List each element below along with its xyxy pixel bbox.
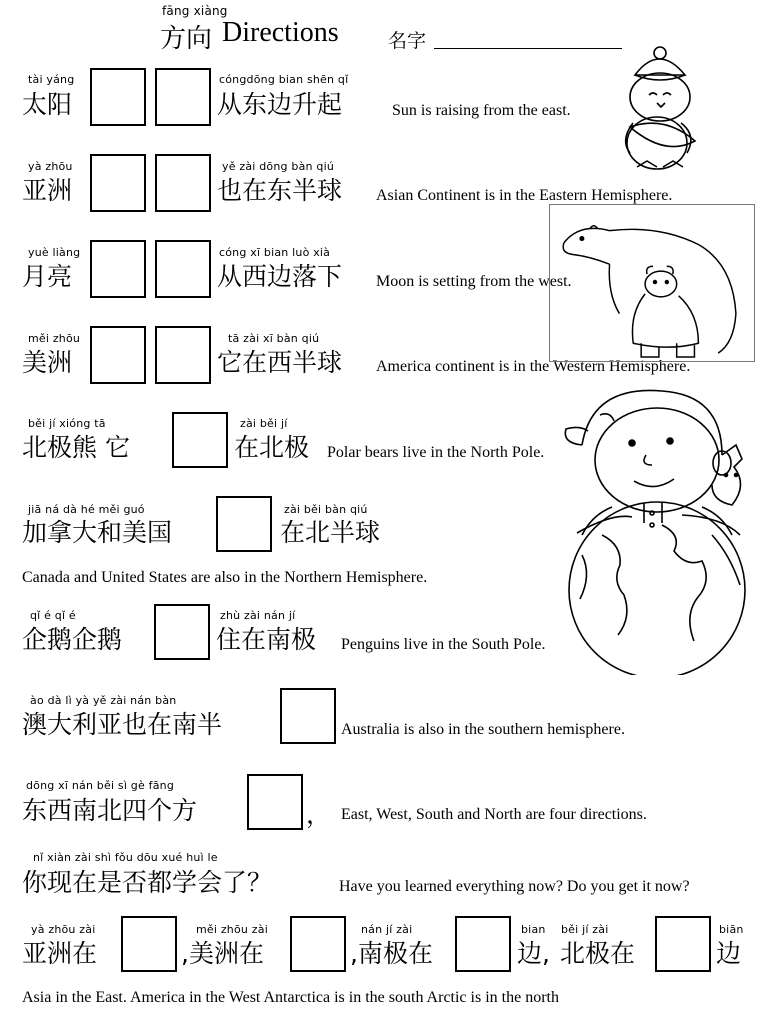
row5-pinyin-b: zài běi jí <box>240 417 288 430</box>
row3-english: Moon is setting from the west. <box>376 273 572 290</box>
name-label: 名字 <box>388 30 427 52</box>
title-chinese: 方向 <box>160 24 213 54</box>
last-pinyin-1: yà zhōu zài <box>31 923 96 936</box>
row10-pinyin: nǐ xiàn zài shì fǒu dōu xué huì le <box>33 851 218 864</box>
last-chinese-4: 边, <box>517 939 550 968</box>
answer-box[interactable] <box>155 326 211 384</box>
row9-chinese-a: 东西南北四个方 <box>22 796 198 825</box>
last-chinese-5: 北极在 <box>560 939 636 968</box>
last-chinese-1: 亚洲在 <box>22 939 98 968</box>
title-pinyin: fāng xiàng <box>162 4 228 18</box>
answer-box[interactable] <box>455 916 511 972</box>
row10-english: Have you learned everything now? Do you get it now? <box>339 878 690 895</box>
row9-comma: ， <box>306 800 332 829</box>
row3-chinese-a: 月亮 <box>22 262 73 291</box>
row7-pinyin-b: zhù zài nán jí <box>220 609 296 622</box>
row5-chinese-a: 北极熊 它 <box>22 433 130 462</box>
answer-box[interactable] <box>655 916 711 972</box>
row4-chinese-b: 它在西半球 <box>217 348 343 377</box>
answer-box[interactable] <box>216 496 272 552</box>
answer-box[interactable] <box>247 774 303 830</box>
last-chinese-6: 边 <box>716 939 742 968</box>
row6-chinese-b: 在北半球 <box>280 518 381 547</box>
last-pinyin-5: běi jí zài <box>561 923 609 936</box>
answer-box[interactable] <box>155 68 211 126</box>
last-chinese-2: ,美洲在 <box>181 939 264 968</box>
answer-box[interactable] <box>90 154 146 212</box>
row4-chinese-a: 美洲 <box>22 348 73 377</box>
row4-pinyin-a: měi zhōu <box>28 332 81 345</box>
answer-box[interactable] <box>280 688 336 744</box>
row9-english: East, West, South and North are four directions. <box>341 806 647 823</box>
last-pinyin-4: bian <box>521 923 546 936</box>
row2-pinyin-a: yà zhōu <box>28 160 73 173</box>
row8-english: Australia is also in the southern hemisphere. <box>341 721 625 738</box>
answer-box[interactable] <box>90 326 146 384</box>
row2-chinese-a: 亚洲 <box>22 176 73 205</box>
penguin-illustration <box>605 45 713 173</box>
row7-english: Penguins live in the South Pole. <box>341 636 546 653</box>
answer-box[interactable] <box>90 240 146 298</box>
last-pinyin-3: nán jí zài <box>361 923 413 936</box>
title-english: Directions <box>222 17 339 48</box>
last-chinese-3: ,南极在 <box>350 939 433 968</box>
answer-box[interactable] <box>155 154 211 212</box>
answer-box[interactable] <box>90 68 146 126</box>
row1-pinyin-a: tài yáng <box>28 73 75 86</box>
row3-pinyin-b: cóng xī bian luò xià <box>219 246 331 259</box>
row2-english: Asian Continent is in the Eastern Hemisphere. <box>376 187 673 204</box>
row4-pinyin-b: tā zài xī bàn qiú <box>228 332 320 345</box>
child-with-globe-illustration <box>562 385 762 675</box>
answer-box[interactable] <box>154 604 210 660</box>
row7-chinese-b: 住在南极 <box>216 625 317 654</box>
row7-pinyin-a: qǐ é qǐ é <box>30 609 76 622</box>
row1-english: Sun is raising from the east. <box>392 102 571 119</box>
row4-english: America continent is in the Western Hemisphere. <box>376 358 691 375</box>
answer-box[interactable] <box>121 916 177 972</box>
row5-chinese-b: 在北极 <box>234 433 310 462</box>
row2-pinyin-b: yě zài dōng bàn qiú <box>222 160 335 173</box>
row6-english: Canada and United States are also in the Northern Hemisphere. <box>22 569 428 586</box>
row6-chinese-a: 加拿大和美国 <box>22 518 173 547</box>
row2-chinese-b: 也在东半球 <box>217 176 343 205</box>
row8-chinese-a: 澳大利亚也在南半 <box>22 710 223 739</box>
row5-english: Polar bears live in the North Pole. <box>327 444 545 461</box>
polar-bears-illustration <box>549 204 755 362</box>
last-pinyin-6: biān <box>719 923 744 936</box>
row1-pinyin-b: cóngdōng bian shēn qǐ <box>219 73 349 86</box>
answer-box[interactable] <box>290 916 346 972</box>
row6-pinyin-b: zài běi bàn qiú <box>284 503 368 516</box>
row5-pinyin-a: běi jí xióng tā <box>28 417 106 430</box>
row10-chinese: 你现在是否都学会了？ <box>22 868 273 897</box>
row3-chinese-b: 从西边落下 <box>217 262 343 291</box>
last-pinyin-2: měi zhōu zài <box>196 923 268 936</box>
row1-chinese-b: 从东边升起 <box>217 90 343 119</box>
row7-chinese-a: 企鹅企鹅 <box>22 625 123 654</box>
last-english: Asia in the East. America in the West Antarctica is in the south Arctic is in the north <box>22 989 559 1006</box>
row9-pinyin-a: dōng xī nán běi sì gè fāng <box>26 779 175 792</box>
row8-pinyin-a: ào dà lì yà yě zài nán bàn <box>30 694 177 707</box>
answer-box[interactable] <box>172 412 228 468</box>
row3-pinyin-a: yuè liàng <box>28 246 81 259</box>
row6-pinyin-a: jiā ná dà hé měi guó <box>28 503 145 516</box>
row1-chinese-a: 太阳 <box>22 90 73 119</box>
answer-box[interactable] <box>155 240 211 298</box>
name-field[interactable] <box>434 30 622 49</box>
